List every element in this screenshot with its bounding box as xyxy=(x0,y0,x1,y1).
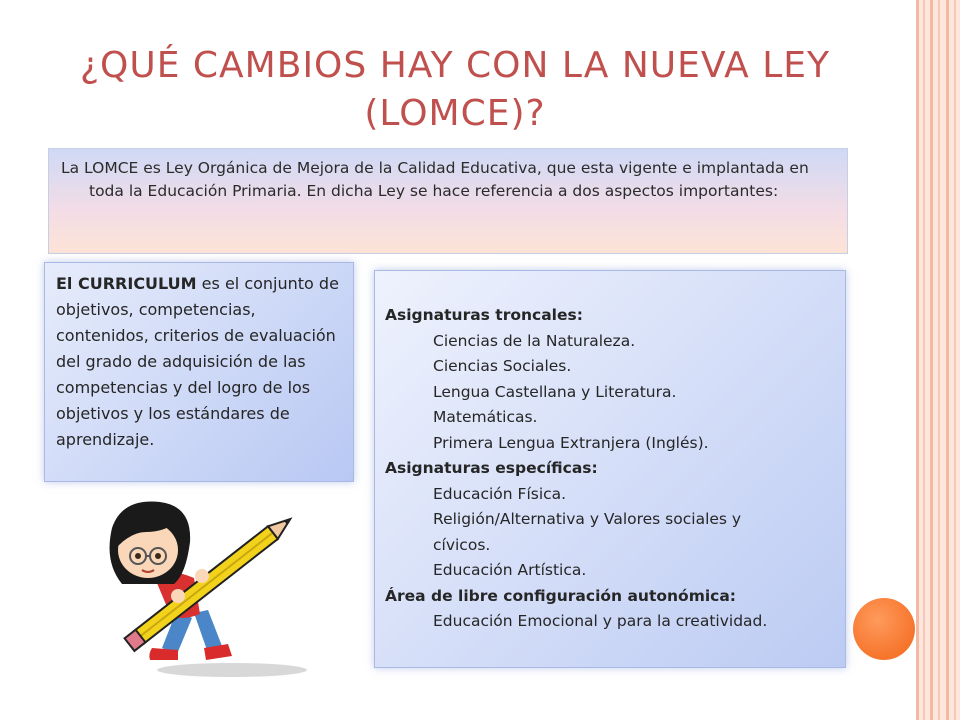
list-item: Educación Emocional y para la creatividad. xyxy=(433,612,768,630)
list-item: Lengua Castellana y Literatura. xyxy=(433,382,677,401)
libre-heading: Área de libre configuración autonómica: xyxy=(385,586,737,605)
list-item: Ciencias de la Naturaleza. xyxy=(433,331,636,350)
curriculum-lead: El xyxy=(56,274,78,293)
list-item: Matemáticas. xyxy=(433,408,538,426)
slide-title xyxy=(40,42,870,138)
curriculum-term: CURRICULUM xyxy=(77,274,197,293)
curriculum-box xyxy=(44,262,354,482)
intro-box xyxy=(48,148,848,254)
list-item: cívicos. xyxy=(433,535,491,554)
slide-title-line1: ¿QUÉ CAMBIOS HAY CON LA NUEVA LEY xyxy=(79,45,831,86)
list-item: Religión/Alternativa y Valores sociales y xyxy=(433,510,742,528)
troncales-heading: Asignaturas troncales: xyxy=(385,306,583,324)
subjects-box xyxy=(374,270,846,668)
list-item: Primera Lengua Extranjera (Inglés). xyxy=(433,433,709,452)
especificas-heading: Asignaturas específicas: xyxy=(385,459,598,477)
girl-with-pencil-illustration xyxy=(82,498,312,680)
slide-title-line2: (LOMCE)? xyxy=(364,93,546,134)
decorative-border-stripes xyxy=(916,0,960,720)
list-item: Educación Artística. xyxy=(433,561,587,579)
curriculum-definition: es el conjunto de objetivos, competencias, contenidos, criterios de evaluación del grado de adquisición de las competencias y del logro de los objetivos y los estándares de aprendizaje. xyxy=(56,274,339,449)
decorative-orange-circle xyxy=(853,598,915,660)
list-item: Ciencias Sociales. xyxy=(433,357,572,375)
list-item: Educación Física. xyxy=(433,484,567,503)
intro-text: La LOMCE es Ley Orgánica de Mejora de la Calidad Educativa, que esta vigente e implantada en toda la Educación Primaria. En dicha Ley se hace referencia a dos aspectos importantes: xyxy=(61,159,809,200)
